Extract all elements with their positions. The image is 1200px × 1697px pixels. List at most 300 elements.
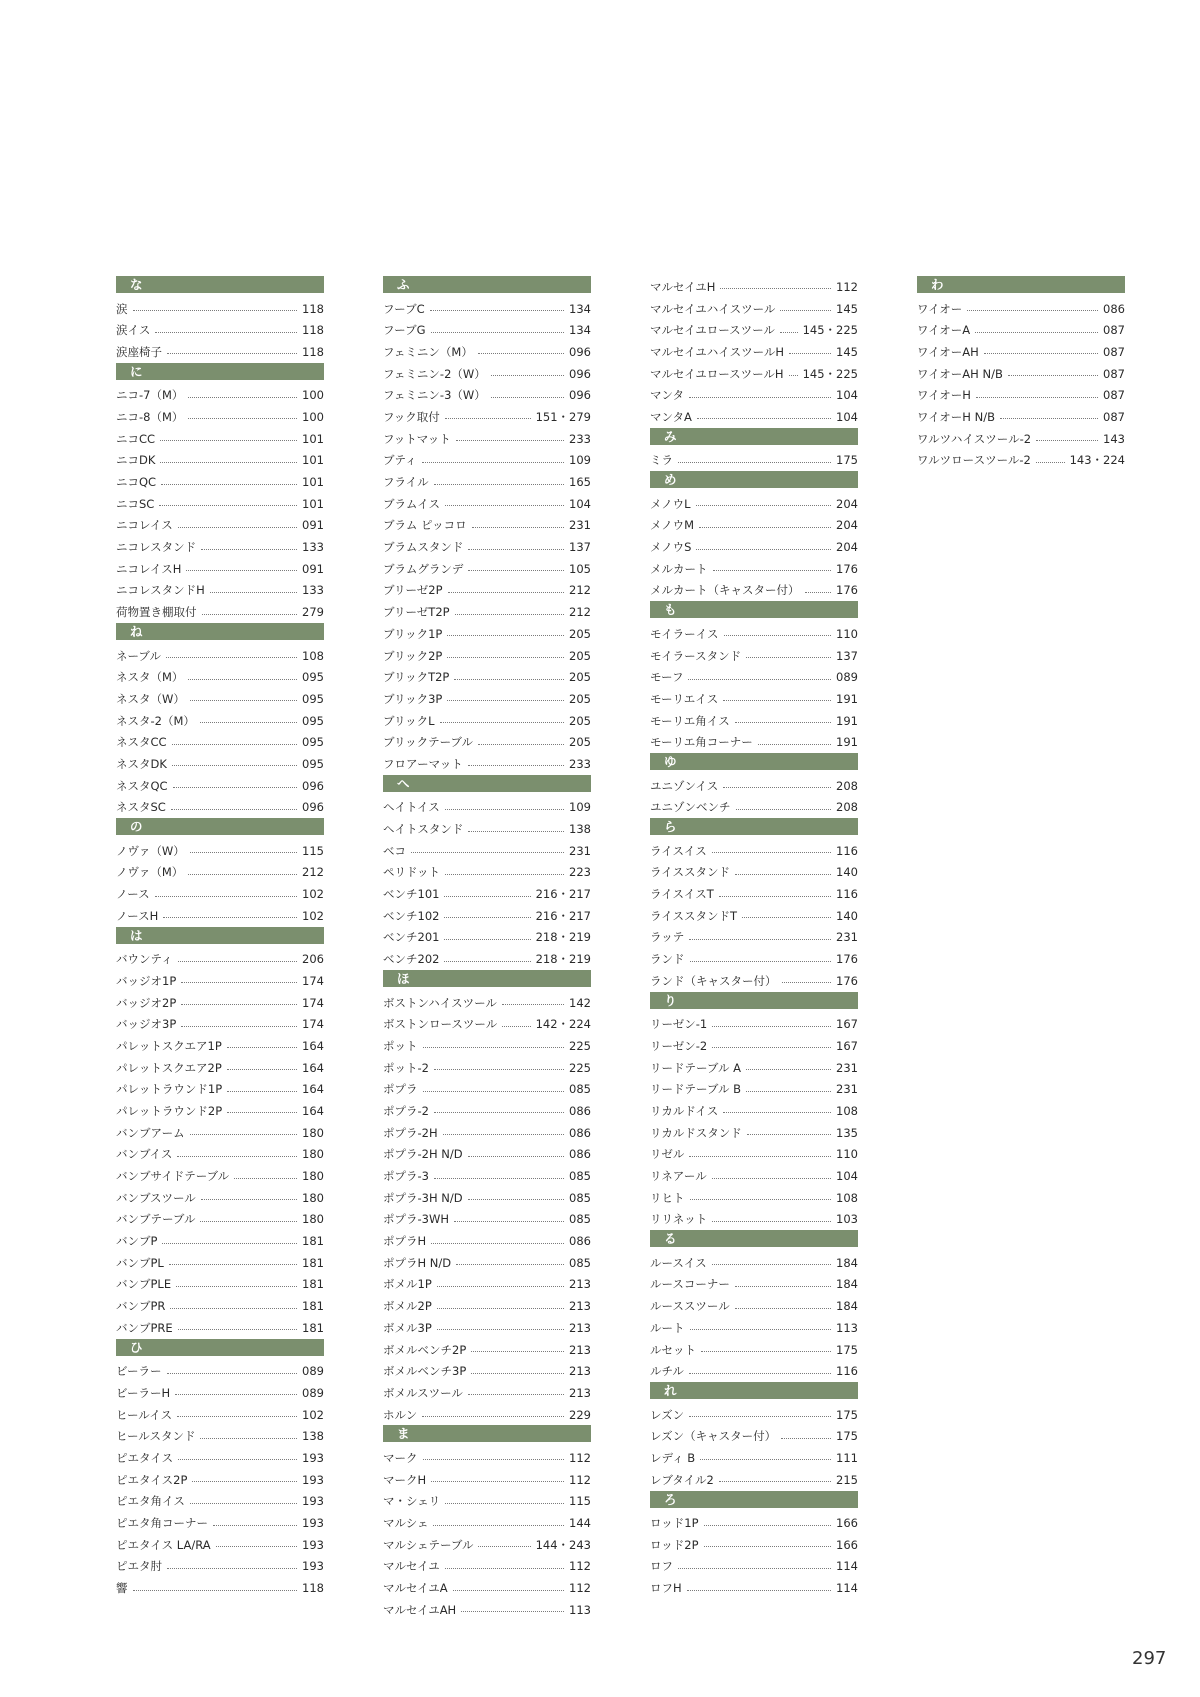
entry-name: バンブスツール — [116, 1190, 196, 1205]
entry-page: 086 — [569, 1103, 591, 1118]
leader-dots — [201, 1199, 297, 1200]
entry-name: フーブC — [383, 301, 425, 316]
leader-dots — [789, 353, 831, 354]
index-entry — [116, 1035, 324, 1057]
entry-name: ワイオーAH N/B — [917, 366, 1003, 381]
entry-page: 102 — [302, 887, 324, 902]
entry-page: 087 — [1103, 409, 1125, 424]
entry-page: 085 — [569, 1169, 591, 1184]
index-entry — [116, 1165, 324, 1187]
index-entry — [383, 818, 591, 840]
index-entry — [383, 623, 591, 645]
leader-dots — [1000, 418, 1098, 419]
entry-name: ワイオーAH — [917, 344, 979, 359]
entry-name: マルセイユロースツール — [650, 323, 775, 338]
entry-page: 100 — [302, 409, 324, 424]
index-entry — [650, 840, 858, 862]
index-entry — [116, 536, 324, 558]
entry-page: 133 — [302, 583, 324, 598]
index-entry — [383, 1404, 591, 1426]
leader-dots — [780, 310, 831, 311]
leader-dots — [411, 852, 564, 853]
entry-name: パレットラウンド2P — [116, 1103, 223, 1118]
index-entry — [650, 905, 858, 927]
entry-name: バンブPL — [116, 1255, 164, 1270]
index-entry — [383, 363, 591, 385]
entry-page: 138 — [302, 1429, 324, 1444]
entry-name: ピエタ角イス — [116, 1494, 185, 1509]
entry-name: バンブPR — [116, 1299, 166, 1314]
leader-dots — [188, 418, 297, 419]
index-entry — [650, 862, 858, 884]
entry-page: 100 — [302, 388, 324, 403]
entry-name: フットマット — [383, 431, 451, 446]
leader-dots — [188, 874, 297, 875]
index-entry — [116, 1447, 324, 1469]
entry-name: ユニゾンイス — [650, 778, 719, 793]
entry-page: 095 — [302, 691, 324, 706]
entry-page: 175 — [836, 1407, 858, 1422]
index-entry — [383, 601, 591, 623]
entry-page: 113 — [836, 1320, 858, 1335]
index-entry — [650, 406, 858, 428]
entry-name: ブリック2P — [383, 648, 443, 663]
entry-name: レズン（キャスター付） — [650, 1429, 777, 1444]
leader-dots — [445, 809, 564, 810]
entry-page: 096 — [569, 344, 591, 359]
leader-dots — [688, 679, 831, 680]
leader-dots — [181, 1004, 297, 1005]
entry-name: マルセイユハイスツール — [650, 301, 776, 316]
entry-page: 112 — [836, 279, 858, 294]
entry-name: ブラム ピッコロ — [383, 518, 467, 533]
index-entry — [116, 1317, 324, 1339]
index-entry — [383, 341, 591, 363]
index-entry — [650, 1209, 858, 1231]
entry-page: 116 — [836, 887, 858, 902]
leader-dots — [445, 418, 531, 419]
leader-dots — [169, 1264, 297, 1265]
leader-dots — [1036, 462, 1065, 463]
index-entry — [650, 1512, 858, 1534]
index-entry — [650, 1404, 858, 1426]
leader-dots — [434, 1112, 564, 1113]
index-entry — [650, 666, 858, 688]
index-entry — [383, 883, 591, 905]
leader-dots — [178, 1459, 297, 1460]
entry-page: 134 — [569, 323, 591, 338]
leader-dots — [227, 1069, 297, 1070]
index-entry — [383, 688, 591, 710]
entry-name: ボメル3P — [383, 1320, 432, 1335]
index-entry — [116, 1425, 324, 1447]
entry-name: ホルン — [383, 1407, 418, 1422]
entry-page: 137 — [569, 540, 591, 555]
index-entry — [116, 1057, 324, 1079]
section-header: ひ — [116, 1339, 324, 1356]
entry-page: 102 — [302, 1407, 324, 1422]
index-entry — [650, 515, 858, 537]
index-entry — [116, 1252, 324, 1274]
entry-name: フック取付 — [383, 409, 440, 424]
entry-page: 180 — [302, 1125, 324, 1140]
entry-page: 212 — [569, 605, 591, 620]
index-entry — [383, 666, 591, 688]
entry-name: ネスタQC — [116, 778, 168, 793]
entry-name: パレットスクエア2P — [116, 1060, 222, 1075]
entry-page: 108 — [836, 1103, 858, 1118]
leader-dots — [200, 722, 297, 723]
entry-page: 218・219 — [535, 930, 591, 945]
entry-name: ライスイスT — [650, 887, 714, 902]
entry-name: ミラ — [650, 453, 673, 468]
leader-dots — [423, 1091, 565, 1092]
entry-name: ベンチ101 — [383, 887, 440, 902]
entry-page: 105 — [569, 561, 591, 576]
leader-dots — [423, 1047, 565, 1048]
entry-page: 104 — [569, 496, 591, 511]
entry-page: 216・217 — [535, 908, 591, 923]
entry-page: 191 — [836, 713, 858, 728]
entry-name: ライスイス — [650, 843, 707, 858]
entry-page: 175 — [836, 1342, 858, 1357]
leader-dots — [445, 1568, 564, 1569]
index-entry — [383, 536, 591, 558]
leader-dots — [177, 1416, 297, 1417]
entry-page: 109 — [569, 453, 591, 468]
index-column-4 — [917, 276, 1125, 471]
leader-dots — [471, 1373, 564, 1374]
index-entry — [650, 384, 858, 406]
entry-name: ボメル2P — [383, 1299, 432, 1314]
entry-page: 096 — [569, 366, 591, 381]
leader-dots — [160, 440, 297, 441]
index-entry — [116, 471, 324, 493]
index-entry — [383, 1187, 591, 1209]
leader-dots — [700, 1459, 831, 1460]
leader-dots — [177, 1156, 297, 1157]
entry-page: 096 — [302, 800, 324, 815]
leader-dots — [491, 375, 564, 376]
leader-dots — [723, 700, 831, 701]
entry-name: ピエタイス LA/RA — [116, 1537, 211, 1552]
index-entry — [650, 493, 858, 515]
entry-name: レディ B — [650, 1450, 696, 1465]
leader-dots — [712, 1178, 831, 1179]
index-entry — [116, 406, 324, 428]
entry-name: ブラムスタンド — [383, 540, 464, 555]
entry-name: マ・シェリ — [383, 1494, 441, 1509]
leader-dots — [678, 462, 831, 463]
entry-page: 089 — [302, 1364, 324, 1379]
entry-page: 231 — [836, 1082, 858, 1097]
entry-name: ビーラーH — [116, 1385, 171, 1400]
index-entry — [650, 1057, 858, 1079]
index-entry — [383, 927, 591, 949]
index-entry — [383, 840, 591, 862]
entry-page: 184 — [836, 1255, 858, 1270]
entry-name: フェミニン-3（W） — [383, 388, 486, 403]
entry-name: ニコレイス — [116, 518, 173, 533]
entry-page: 174 — [302, 973, 324, 988]
index-entry — [116, 1144, 324, 1166]
entry-page: 087 — [1103, 344, 1125, 359]
section-header: の — [116, 818, 324, 835]
index-entry — [116, 666, 324, 688]
entry-page: 231 — [836, 1060, 858, 1075]
index-entry — [383, 1360, 591, 1382]
index-entry — [116, 1274, 324, 1296]
entry-name: ピエタイス2P — [116, 1472, 188, 1487]
index-entry — [650, 450, 858, 472]
leader-dots — [167, 1568, 297, 1569]
leader-dots — [448, 592, 564, 593]
leader-dots — [227, 1091, 297, 1092]
entry-name: バンブPLE — [116, 1277, 172, 1292]
entry-name: ブリーゼT2P — [383, 605, 450, 620]
entry-page: 193 — [302, 1537, 324, 1552]
entry-page: 104 — [836, 1169, 858, 1184]
entry-page: 086 — [569, 1147, 591, 1162]
leader-dots — [701, 1351, 831, 1352]
entry-page: 180 — [302, 1169, 324, 1184]
index-entry — [383, 1491, 591, 1513]
index-entry — [650, 558, 858, 580]
index-entry — [650, 1534, 858, 1556]
index-entry — [650, 1078, 858, 1100]
index-entry — [383, 1165, 591, 1187]
entry-name: ライススタンドT — [650, 908, 738, 923]
entry-name: ボメルベンチ2P — [383, 1342, 467, 1357]
entry-name: リヒト — [650, 1190, 685, 1205]
entry-name: モーフ — [650, 670, 684, 685]
leader-dots — [976, 397, 1098, 398]
entry-name: マルセイユH — [650, 279, 716, 294]
entry-page: 212 — [569, 583, 591, 598]
leader-dots — [747, 1134, 831, 1135]
entry-page: 205 — [569, 691, 591, 706]
index-entry — [650, 1035, 858, 1057]
leader-dots — [190, 1503, 297, 1504]
entry-page: 166 — [836, 1537, 858, 1552]
entry-name: ポプラH N/D — [383, 1255, 452, 1270]
leader-dots — [689, 1373, 831, 1374]
entry-page: 103 — [836, 1212, 858, 1227]
index-entry — [383, 1317, 591, 1339]
entry-name: ニコDK — [116, 453, 156, 468]
index-entry — [116, 1122, 324, 1144]
index-entry — [116, 731, 324, 753]
entry-name: ポプラ-2H — [383, 1125, 438, 1140]
entry-page: 108 — [302, 648, 324, 663]
index-entry — [383, 580, 591, 602]
entry-name: ネーブル — [116, 648, 161, 663]
leader-dots — [192, 1481, 297, 1482]
index-entry — [383, 1534, 591, 1556]
leader-dots — [178, 1329, 297, 1330]
index-entry — [116, 1534, 324, 1556]
index-entry — [650, 1360, 858, 1382]
entry-page: 229 — [569, 1407, 591, 1422]
leader-dots — [453, 1590, 564, 1591]
entry-name: ワルツハイスツール-2 — [917, 431, 1032, 446]
entry-name: ブリック3P — [383, 691, 443, 706]
leader-dots — [704, 1525, 832, 1526]
entry-name: ボストンロースツール — [383, 1017, 498, 1032]
entry-name: バンブテーブル — [116, 1212, 196, 1227]
entry-page: 095 — [302, 670, 324, 685]
index-entry — [383, 1122, 591, 1144]
entry-name: ネスタ（W） — [116, 691, 185, 706]
index-entry — [650, 1317, 858, 1339]
leader-dots — [723, 787, 831, 788]
leader-dots — [468, 570, 564, 571]
entry-page: 164 — [302, 1082, 324, 1097]
leader-dots — [712, 1264, 831, 1265]
index-entry — [116, 1577, 324, 1599]
index-entry — [116, 905, 324, 927]
entry-name: ネスタ（M） — [116, 670, 184, 685]
leader-dots — [447, 700, 564, 701]
index-entry — [383, 1144, 591, 1166]
entry-page: 181 — [302, 1234, 324, 1249]
index-entry — [383, 406, 591, 428]
entry-page: 112 — [569, 1472, 591, 1487]
index-entry — [116, 1187, 324, 1209]
index-entry — [383, 862, 591, 884]
index-entry — [116, 1556, 324, 1578]
leader-dots — [437, 1308, 564, 1309]
index-entry — [383, 1274, 591, 1296]
index-entry — [383, 1339, 591, 1361]
leader-dots — [478, 1546, 530, 1547]
index-entry — [650, 1274, 858, 1296]
leader-dots — [190, 700, 297, 701]
entry-page: 193 — [302, 1472, 324, 1487]
index-entry — [383, 1252, 591, 1274]
leader-dots — [227, 1112, 297, 1113]
entry-name: ニコレスタンド — [116, 540, 197, 555]
entry-page: 095 — [302, 756, 324, 771]
entry-name: ネスタDK — [116, 756, 167, 771]
index-column-3 — [650, 276, 858, 1599]
index-entry — [116, 319, 324, 341]
index-entry — [650, 1447, 858, 1469]
entry-page: 104 — [836, 409, 858, 424]
index-entry — [650, 623, 858, 645]
entry-name: ネスタCC — [116, 735, 167, 750]
entry-page: 086 — [569, 1234, 591, 1249]
entry-page: 193 — [302, 1516, 324, 1531]
index-entry — [116, 580, 324, 602]
entry-page: 204 — [836, 496, 858, 511]
entry-name: パレットラウンド1P — [116, 1082, 223, 1097]
index-entry — [917, 428, 1125, 450]
entry-page: 176 — [836, 561, 858, 576]
entry-name: バンブサイドテーブル — [116, 1169, 230, 1184]
section-header: も — [650, 601, 858, 618]
leader-dots — [967, 310, 1098, 311]
leader-dots — [690, 1329, 832, 1330]
entry-name: レズン — [650, 1407, 685, 1422]
entry-name: ワイオーA — [917, 323, 971, 338]
section-header: ふ — [383, 276, 591, 293]
section-header: わ — [917, 276, 1125, 293]
entry-page: 193 — [302, 1450, 324, 1465]
leader-dots — [984, 353, 1098, 354]
entry-name: マルセイユAH — [383, 1602, 457, 1617]
index-entry — [650, 927, 858, 949]
leader-dots — [160, 462, 297, 463]
entry-name: ニコレイスH — [116, 561, 182, 576]
entry-page: 231 — [569, 518, 591, 533]
entry-page: 091 — [302, 561, 324, 576]
index-entry — [650, 1165, 858, 1187]
entry-page: 213 — [569, 1364, 591, 1379]
leader-dots — [735, 1286, 831, 1287]
leader-dots — [434, 1069, 564, 1070]
index-entry — [650, 276, 858, 298]
index-entry — [917, 406, 1125, 428]
leader-dots — [478, 353, 564, 354]
entry-page: 216・217 — [535, 887, 591, 902]
entry-page: 165 — [569, 475, 591, 490]
entry-page: 087 — [1103, 323, 1125, 338]
index-entry — [650, 536, 858, 558]
index-entry — [383, 1230, 591, 1252]
entry-page: 145・225 — [802, 366, 858, 381]
entry-name: マルセイユロースツールH — [650, 366, 784, 381]
entry-page: 144・243 — [535, 1537, 591, 1552]
leader-dots — [167, 353, 297, 354]
leader-dots — [444, 896, 530, 897]
leader-dots — [133, 1590, 298, 1591]
entry-page: 206 — [302, 952, 324, 967]
index-entry — [116, 515, 324, 537]
leader-dots — [758, 744, 831, 745]
entry-page: 213 — [569, 1342, 591, 1357]
entry-page: 115 — [569, 1494, 591, 1509]
entry-page: 096 — [569, 388, 591, 403]
entry-name: パレットスクエア1P — [116, 1038, 222, 1053]
entry-name: ボストンハイスツール — [383, 995, 497, 1010]
entry-page: 113 — [569, 1602, 591, 1617]
section-header: ほ — [383, 970, 591, 987]
entry-name: モイラーイス — [650, 626, 719, 641]
entry-page: 213 — [569, 1385, 591, 1400]
entry-page: 204 — [836, 540, 858, 555]
entry-name: メノウS — [650, 540, 692, 555]
leader-dots — [447, 635, 564, 636]
entry-page: 116 — [836, 1364, 858, 1379]
index-entry — [650, 645, 858, 667]
index-entry — [650, 1252, 858, 1274]
entry-name: ヘイトイス — [383, 800, 440, 815]
entry-name: バンブPRE — [116, 1320, 173, 1335]
entry-page: 212 — [302, 865, 324, 880]
entry-page: 166 — [836, 1516, 858, 1531]
index-entry — [650, 1187, 858, 1209]
index-entry — [650, 298, 858, 320]
index-entry — [650, 710, 858, 732]
entry-page: 114 — [836, 1581, 858, 1596]
entry-name: バウンティ — [116, 952, 173, 967]
index-entry — [116, 688, 324, 710]
entry-name: バッジオ2P — [116, 995, 177, 1010]
index-entry — [650, 1577, 858, 1599]
leader-dots — [689, 1416, 831, 1417]
index-entry — [650, 1144, 858, 1166]
